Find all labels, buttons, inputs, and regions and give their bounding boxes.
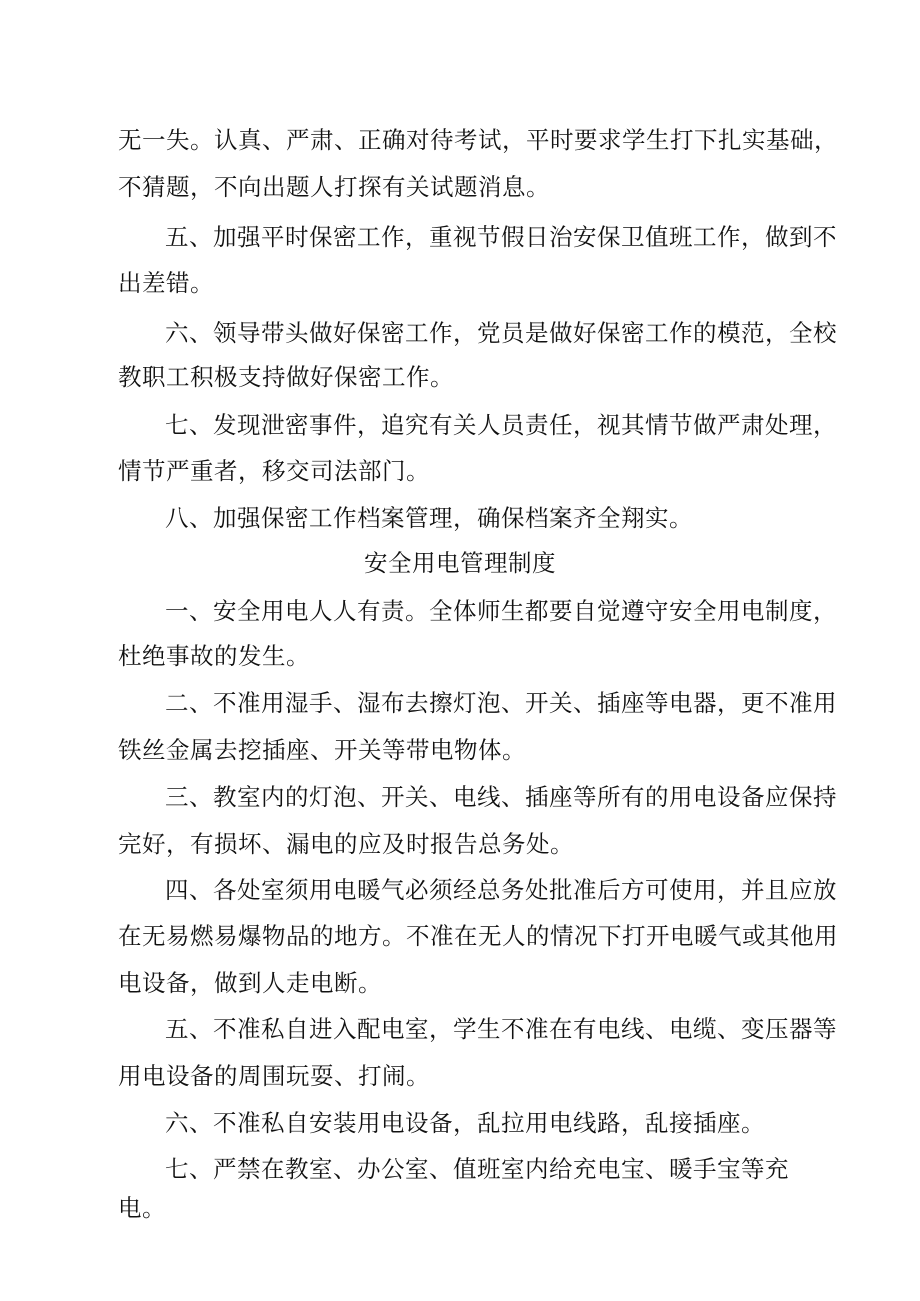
paragraph-line: 不猜题，不向出题人打探有关试题消息。 [118,173,550,201]
paragraph-line: 二、不准用湿手、湿布去擦灯泡、开关、插座等电器，更不准用 [165,689,837,717]
paragraph-line: 电。 [118,1194,166,1222]
paragraph-line: 八、加强保密工作档案管理，确保档案齐全翔实。 [165,504,693,532]
paragraph-line: 六、领导带头做好保密工作，党员是做好保密工作的模范，全校 [165,319,837,347]
paragraph-line: 五、不准私自进入配电室，学生不准在有电线、电缆、变压器等 [165,1015,837,1043]
paragraph-line: 电设备，做到人走电断。 [118,969,382,997]
paragraph-line: 完好，有损坏、漏电的应及时报告总务处。 [118,830,574,858]
paragraph-line: 七、发现泄密事件，追究有关人员责任，视其情节做严肃处理， [165,411,837,439]
paragraph-line: 用电设备的周围玩耍、打闹。 [118,1062,430,1090]
paragraph-line: 无一失。认真、严肃、正确对待考试，平时要求学生打下扎实基础， [118,126,838,154]
paragraph-line: 七、严禁在教室、办公室、值班室内给充电宝、暖手宝等充 [165,1155,789,1183]
paragraph-line: 三、教室内的灯泡、开关、电线、插座等所有的用电设备应保持 [165,783,837,811]
paragraph-line: 铁丝金属去挖插座、开关等带电物体。 [118,736,526,764]
paragraph-line: 五、加强平时保密工作，重视节假日治安保卫值班工作，做到不 [165,223,837,251]
paragraph-line: 杜绝事故的发生。 [118,642,310,670]
section-title: 安全用电管理制度 [364,549,556,577]
paragraph-line: 教职工积极支持做好保密工作。 [118,363,454,391]
paragraph-line: 出差错。 [118,269,214,297]
paragraph-line: 四、各处室须用电暖气必须经总务处批准后方可使用，并且应放 [165,876,837,904]
paragraph-line: 情节严重者，移交司法部门。 [118,457,430,485]
paragraph-line: 一、安全用电人人有责。全体师生都要自觉遵守安全用电制度， [165,597,837,625]
paragraph-line: 在无易燃易爆物品的地方。不准在无人的情况下打开电暖气或其他用 [118,922,838,950]
paragraph-line: 六、不准私自安装用电设备，乱拉用电线路，乱接插座。 [165,1109,765,1137]
